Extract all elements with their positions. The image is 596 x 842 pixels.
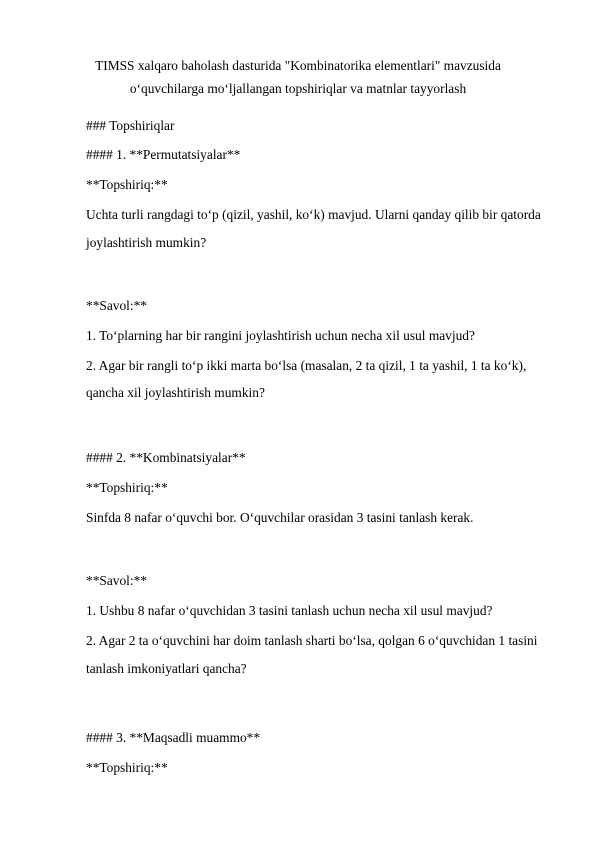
section-1-task-label: **Topshiriq:** [86,177,168,192]
section-2-question-1: 1. Ushbu 8 nafar o‘quvchidan 3 tasini tanlash uchun necha xil usul mavjud? [86,603,493,618]
section-1-heading: #### 1. **Permutatsiyalar** [86,147,241,162]
section-1-question-2-line-2: qancha xil joylashtirish mumkin? [86,385,265,400]
section-2-question-2-line-2: tanlash imkoniyatlari qancha? [86,661,247,676]
section-1-task-line-2: joylashtirish mumkin? [86,235,207,250]
section-1-question-1: 1. To‘plarning har bir rangini joylashtirish uchun necha xil usul mavjud? [86,328,475,343]
section-heading-topshiriqlar: ### Topshiriqlar [86,118,175,133]
section-1-question-label: **Savol:** [86,298,148,313]
section-2-task-line-1: Sinfda 8 nafar o‘quvchi bor. O‘quvchilar orasidan 3 tasini tanlash kerak. [86,510,474,525]
document-title-line-1: TIMSS xalqaro baholash dasturida "Kombinatorika elementlari" mavzusida [95,58,501,73]
section-1-task-line-1: Uchta turli rangdagi to‘p (qizil, yashil, ko‘k) mavjud. Ularni qanday qilib bir qatorda [86,207,541,222]
section-2-heading: #### 2. **Kombinatsiyalar** [86,450,246,465]
section-2-question-2-line-1: 2. Agar 2 ta o‘quvchini har doim tanlash sharti bo‘lsa, qolgan 6 o‘quvchidan 1 tasini [86,633,538,648]
section-2-task-label: **Topshiriq:** [86,480,168,495]
document-title-line-2: o‘quvchilarga mo‘ljallangan topshiriqlar va matnlar tayyorlash [129,81,467,96]
section-3-heading: #### 3. **Maqsadli muammo** [86,730,261,745]
section-2-question-label: **Savol:** [86,573,148,588]
section-1-question-2-line-1: 2. Agar bir rangli to‘p ikki marta bo‘lsa (masalan, 2 ta qizil, 1 ta yashil, 1 ta ko‘k), [86,358,527,373]
section-3-task-label: **Topshiriq:** [86,760,168,775]
